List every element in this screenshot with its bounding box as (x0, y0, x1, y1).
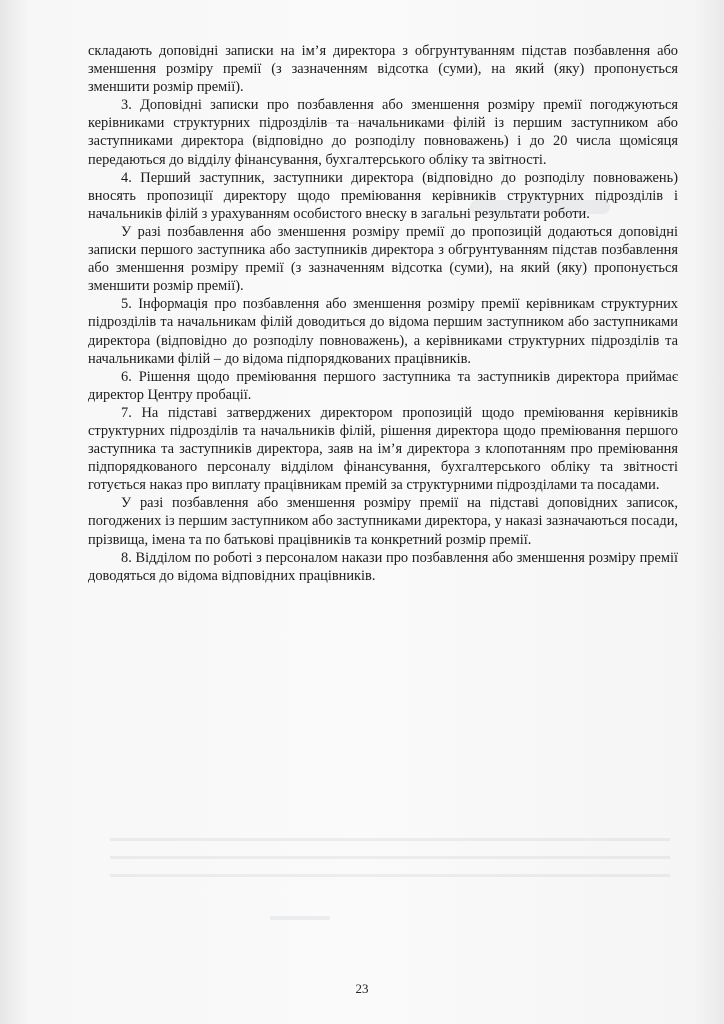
bleed-through-mark (270, 916, 330, 920)
paragraph-item-4: 4. Перший заступник, заступники директора (відповідно до розподілу повноважень) вносять пропозиції директору щодо преміювання керівників структурних підрозділів і начальників філій з урахуванням особистого внеску в загальні результати роботи. (88, 169, 678, 222)
document-body (88, 42, 678, 585)
paragraph-item-6: 6. Рішення щодо преміювання першого заступника та заступників директора приймає директор Центру пробації. (88, 368, 678, 403)
paragraph-item-8: 8. Відділом по роботі з персоналом накази про позбавлення або зменшення розміру премії доводяться до відома відповідних працівників. (88, 549, 678, 584)
page-number: 23 (355, 981, 369, 996)
paragraph-item-7: 7. На підставі затверджених директором пропозицій щодо преміювання керівників структурних підрозділів та начальників філій, рішення директора щодо преміювання першого заступника та заступників директора, заяв на ім’я директора з клопотанням про преміювання підпорядкованого персоналу відділом фінансування, бухгалтерського обліку та звітності готується наказ про виплату працівникам премій за структурними підрозділами та посадами. (88, 404, 678, 494)
paragraph-item-5: 5. Інформація про позбавлення або зменшення розміру премії керівникам структурних підрозділів та начальникам філій доводиться до відома першим заступником або заступниками директора (відповідно до розподілу повноважень), а керівниками структурних підрозділів та начальниками філій – до відома підпорядкованих працівників. (88, 296, 678, 367)
bleed-through-mark (110, 838, 670, 892)
paragraph-item-3: 3. Доповідні записки про позбавлення або зменшення розміру премії погоджуються керівниками структурних підрозділів та начальниками філій із першим заступником або заступниками директора (відповідно до розподілу повноважень) і до 20 числа щомісяця передаються до відділу фінансування, бухгалтерського обліку та звітності. (88, 97, 678, 168)
paragraph-item-4-addendum: У разі позбавлення або зменшення розміру премії до пропозицій додаються доповідні записки першого заступника або заступників директора з обгрунтуванням підстав позбавлення або зменшення розміру премії (з зазначенням відсотка (суми), на який (яку) пропонується зменшити розмір премії). (88, 223, 678, 295)
paragraph-item-7-addendum: У разі позбавлення або зменшення розміру премії на підставі доповідних записок, погоджених із першим заступником або заступниками директора, у наказі зазначаються посади, прізвища, імена та по батькові працівників та конкретний розмір премії. (88, 495, 678, 548)
paragraph-continuation: складають доповідні записки на ім’я директора з обгрунтуванням підстав позбавлення або зменшення розміру премії (з зазначенням відсотка (суми), на який (яку) пропонується зменшити розмір премії). (88, 43, 678, 96)
